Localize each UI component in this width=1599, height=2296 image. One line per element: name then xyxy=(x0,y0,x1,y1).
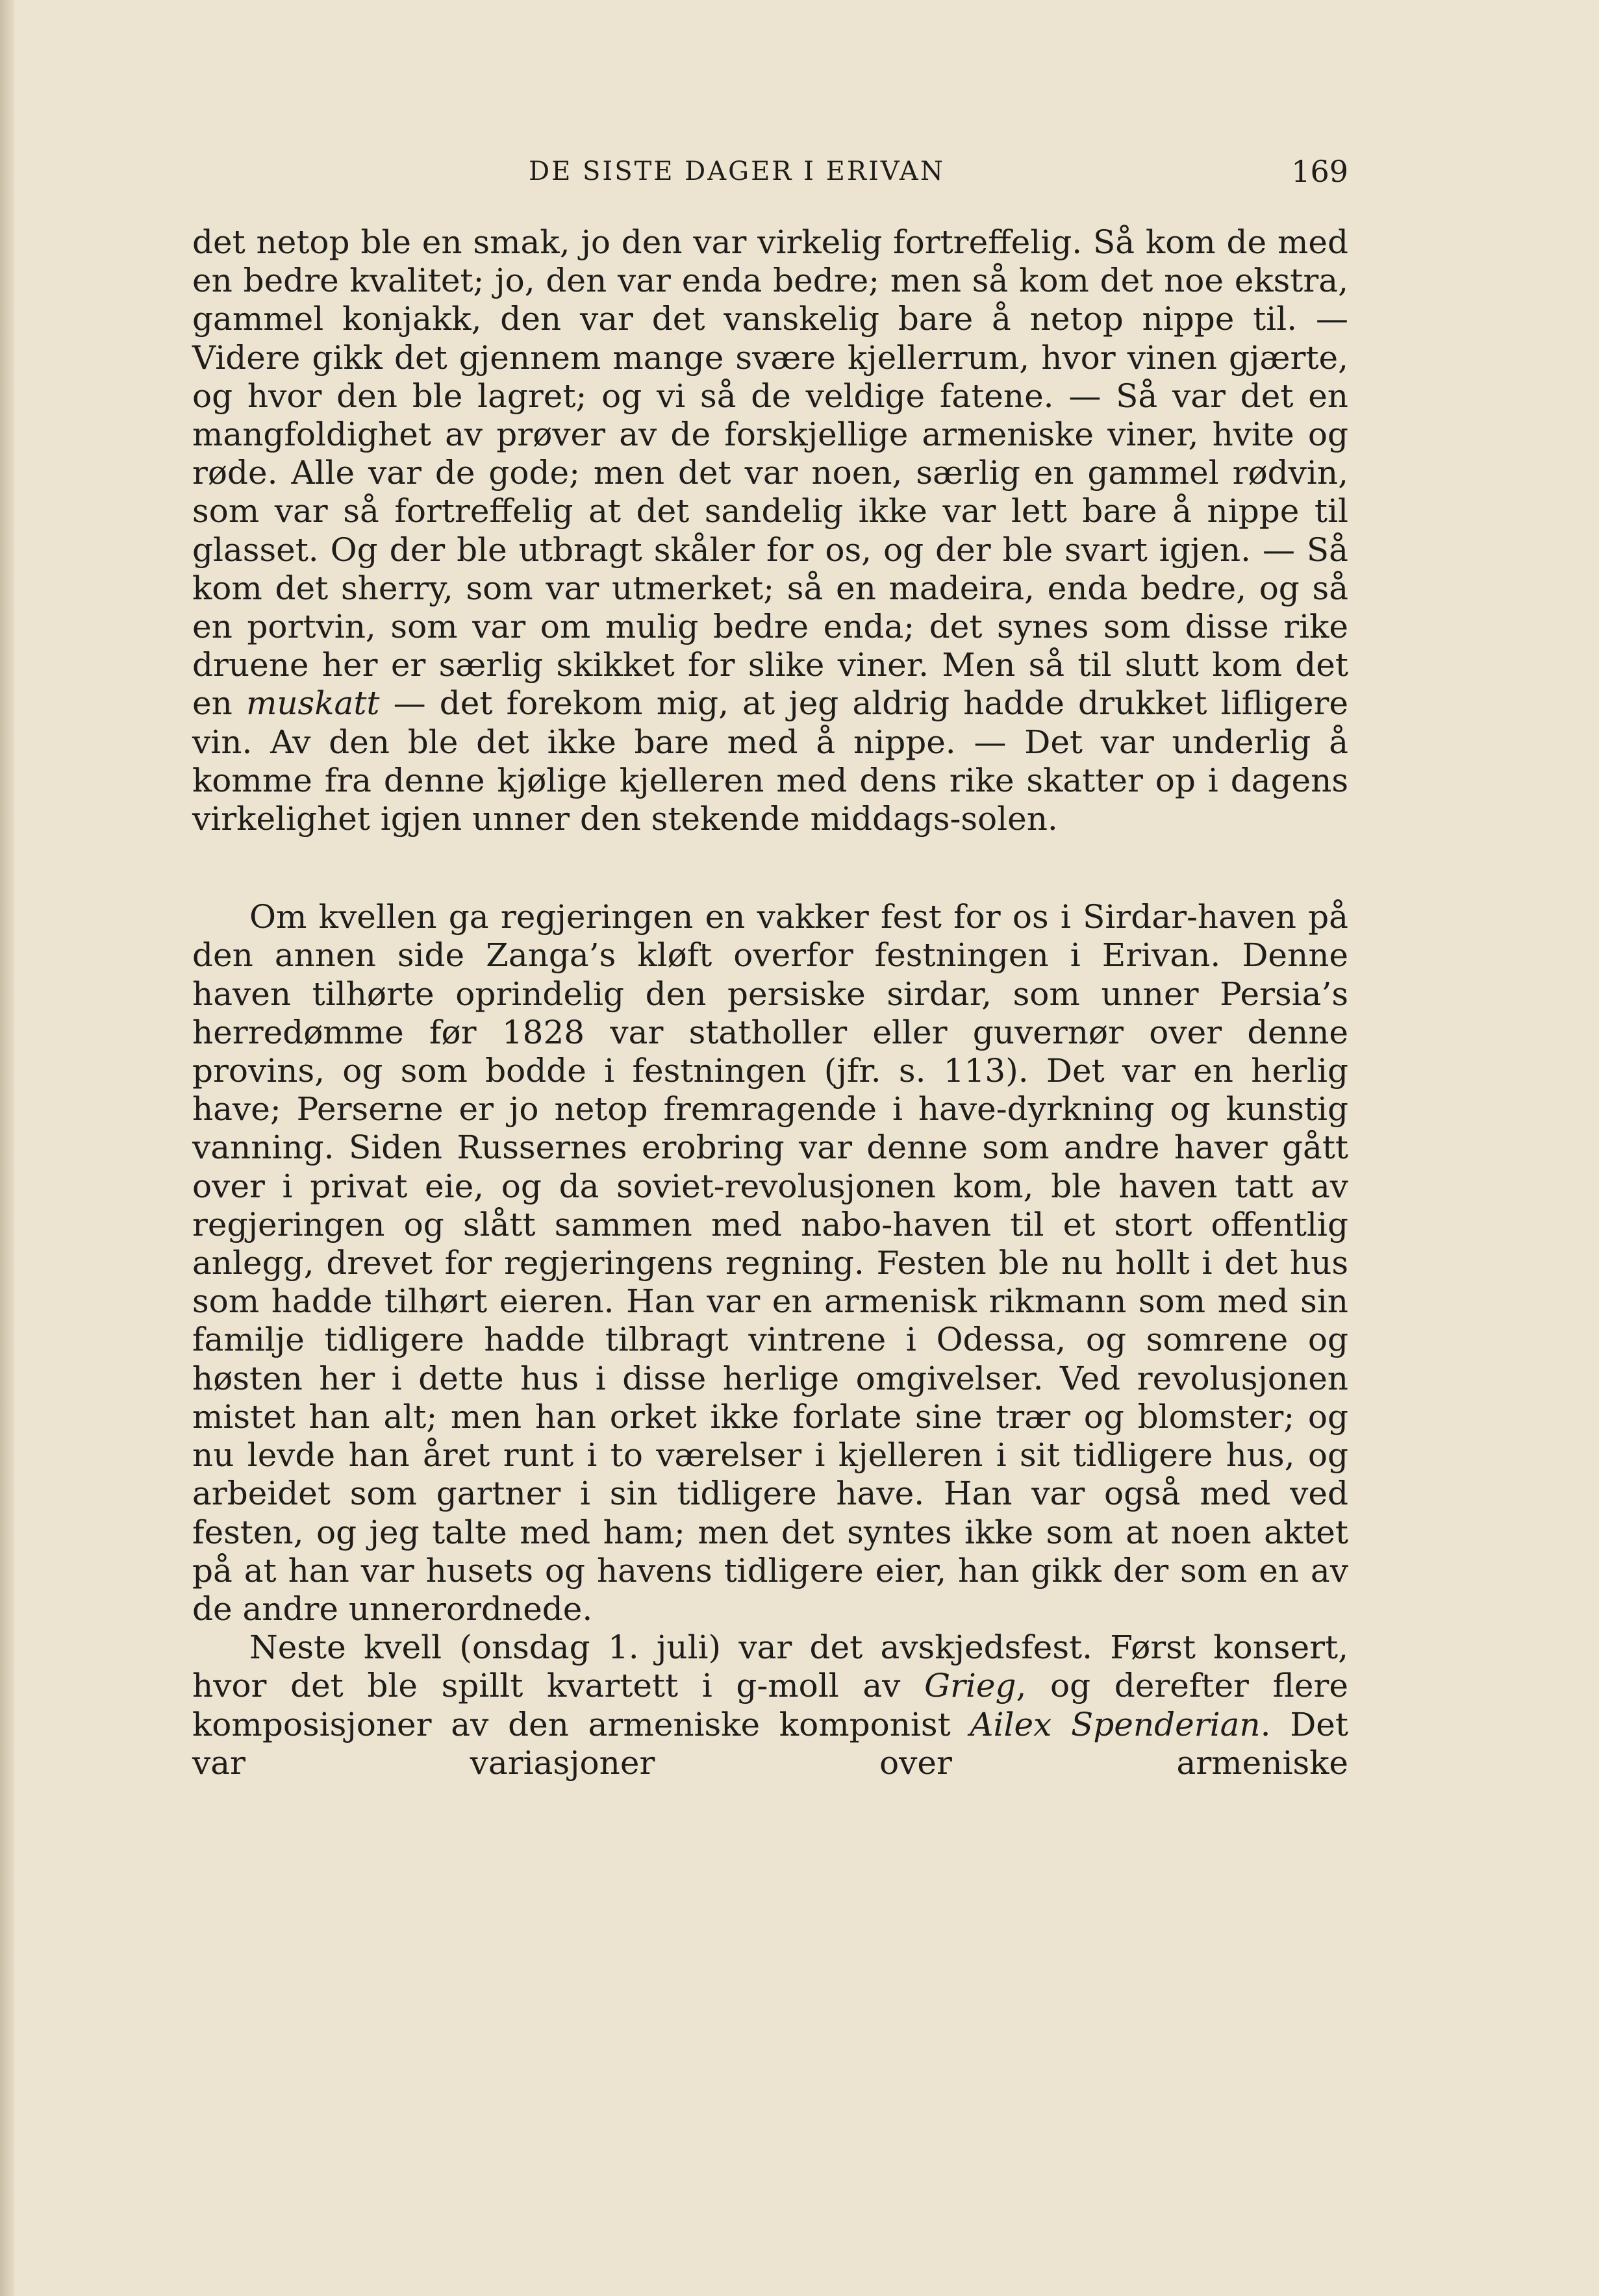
paragraph-3-text: Neste kvell (onsdag 1. juli) var det avskjedsfest. Først konsert, hvor det ble spillt kvartett i g-moll av xyxy=(192,1628,1348,1705)
paragraph-2 xyxy=(192,898,1348,1628)
paragraph-gap xyxy=(192,838,1348,898)
paragraph-1-text-after: — det forekom mig, at jeg aldrig hadde drukket lifligere vin. Av den ble det ikke bare med å nippe. — Det var underlig å komme fra denne kjølige kjelleren med dens rike skatter op i dagens virkelighet igjen unner den stekende middags-solen. xyxy=(192,684,1348,838)
paragraph-3-italic-composer: Grieg xyxy=(924,1667,1016,1705)
page-number: 169 xyxy=(1291,154,1348,189)
paragraph-3 xyxy=(192,1628,1348,1782)
paragraph-3-italic-composer-2: Ailex Spenderian xyxy=(970,1705,1261,1743)
paragraph-1-italic-word: muskatt xyxy=(246,684,380,723)
paragraph-1 xyxy=(192,223,1348,838)
paragraph-3-text-mid: , og derefter flere komposisjoner av den armeniske komponist xyxy=(192,1667,1348,1743)
paragraph-1-text: det netop ble en smak, jo den var virkelig fortreffelig. Så kom de med en bedre kvalitet; jo, den var enda bedre; men så kom det noe ekstra, gammel konjakk, den var det vanskelig bare å netop nippe til. — Videre gikk det gjennem mange svære kjellerrum, hvor vinen gjærte, og hvor den ble lagret; og vi så de veldige fatene. — Så var det en mangfoldighet av prøver av de forskjellige armeniske viner, hvite og røde. Alle var de gode; men det var noen, særlig en gammel rødvin, som var så fortreffelig at det sandelig ikke var lett bare å nippe til glasset. Og der ble utbragt skåler for os, og der ble svart igjen. — Så kom det sherry, som var utmerket; så en madeira, enda bedre, og så en portvin, som var om mulig bedre enda; det synes som disse rike druene her er særlig skikket for slike viner. Men så til slutt kom det en xyxy=(192,223,1348,723)
running-title: DE SISTE DAGER I ERIVAN xyxy=(529,156,945,186)
paragraph-3-text-after: . Det var variasjoner over armeniske xyxy=(192,1705,1348,1782)
paragraph-2-text: Om kvellen ga regjeringen en vakker fest for os i Sirdar-haven på den annen side Zanga’s kløft overfor festningen i Erivan. Denne haven tilhørte oprindelig den persiske sirdar, som unner Persia’s herredømme før 1828 var statholler eller guvernør over denne provins, og som bodde i festningen (jfr. s. 113). Det var en herlig have; Perserne er jo netop fremragende i have-dyrkning og kunstig vanning. Siden Russernes erobring var denne som andre haver gått over i privat eie, og da soviet-revolusjonen kom, ble haven tatt av regjeringen og slått sammen med nabo-haven til et stort offentlig anlegg, drevet for regjeringens regning. Festen ble nu hollt i det hus som hadde tilhørt eieren. Han var en armenisk rikmann som med sin familje tidligere hadde tilbragt vintrene i Odessa, og somrene og høsten her i dette hus i disse herlige omgivelser. Ved revolusjonen mistet han alt; men han orket ikke forlate sine trær og blomster; og nu levde han året runt i to værelser i kjelleren i sit tidligere hus, og arbeidet som gartner i sin tidligere have. Han var også med ved festen, og jeg talte med ham; men det syntes ikke som at noen aktet på at han var husets og havens tidligere eier, han gikk der som en av de andre unnerordnede. xyxy=(192,898,1348,1628)
running-head xyxy=(192,152,1348,191)
body-text xyxy=(192,223,1348,1782)
